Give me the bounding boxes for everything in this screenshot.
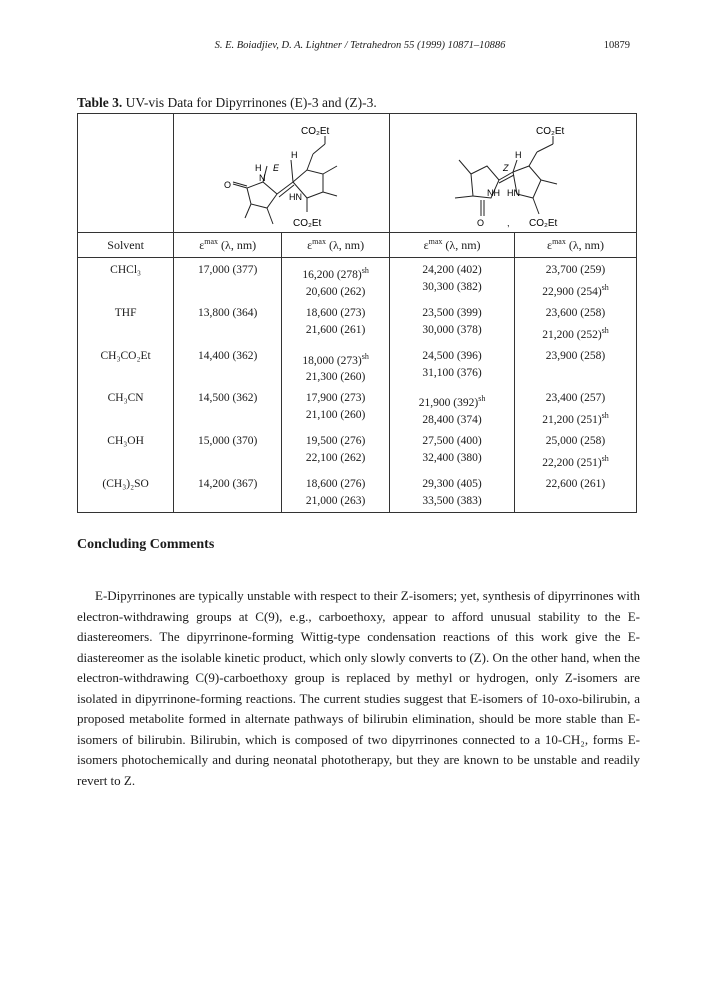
e-isomer-structure <box>175 114 389 229</box>
cell-value: 22,600 (261) <box>545 478 606 491</box>
structure-blank-cell <box>78 114 174 233</box>
cell-value: 23,700 (259) <box>545 264 606 276</box>
cell-value: 21,100 (260) <box>305 409 366 422</box>
running-head-authors: S. E. Boiadjiev, D. A. Lightner / Tetrahedron 55 (1999) 10871–10886 <box>214 40 506 51</box>
e-hn: HN <box>288 192 302 202</box>
table-row <box>78 344 637 387</box>
e-isomer-structure-cell <box>174 114 390 233</box>
z-h-methine: H <box>514 150 522 160</box>
cell-value: 19,500 (276) <box>305 435 366 448</box>
cell-z1 <box>390 472 515 513</box>
header-z2: $\varepsilon^{max}$ (λ, nm) <box>515 233 637 258</box>
cell-value: 27,500 (400) <box>422 435 482 448</box>
cell-e2 <box>282 301 390 344</box>
e-oxo: O <box>223 180 231 190</box>
cell-value: 21,200 $(251)^{sh}$ <box>542 411 609 427</box>
cell-value: 18,000 $(273)^{sh}$ <box>302 351 369 367</box>
z-isomer-structure <box>391 114 636 229</box>
page-number: 10879 <box>603 40 630 51</box>
structure-row <box>78 114 637 233</box>
cell-solvent: CH₃CO₂Et <box>78 344 174 387</box>
table-caption <box>77 95 377 111</box>
cell-e1: 14,500 (362) <box>174 386 282 429</box>
cell-e2 <box>282 344 390 387</box>
cell-z2 <box>515 472 637 513</box>
cell-value: 33,500 (383) <box>422 495 482 508</box>
cell-value: 21,000 (263) <box>305 495 366 508</box>
cell-z2 <box>515 344 637 387</box>
e-bottom-ester-label: CO₂Et <box>292 218 321 229</box>
table-row <box>78 258 637 301</box>
cell-value: 32,400 (380) <box>422 452 482 465</box>
cell-value: 22,100 (262) <box>305 452 366 465</box>
cell-value: 20,600 (262) <box>305 285 366 298</box>
cell-solvent: CH₃CN <box>78 386 174 429</box>
cell-value: 18,600 (276) <box>305 478 366 491</box>
table-label: Table 3. <box>77 95 123 110</box>
uv-vis-table <box>77 113 637 513</box>
z-top-ester-label: CO₂Et <box>535 126 564 137</box>
cell-value: 31,100 (376) <box>422 366 482 379</box>
header-solvent: Solvent <box>78 233 174 258</box>
e-h-n: H <box>254 163 262 173</box>
e-config-label: E <box>272 163 279 173</box>
section-title: Concluding Comments <box>77 537 215 552</box>
cell-solvent: CHCl₃ <box>78 258 174 301</box>
cell-value: 21,300 (260) <box>305 371 366 384</box>
cell-value: 17,900 (273) <box>305 392 366 405</box>
cell-e1: 17,000 (377) <box>174 258 282 301</box>
cell-e1: 15,000 (370) <box>174 429 282 472</box>
z-config-label: Z <box>502 163 509 173</box>
cell-e1: 13,800 (364) <box>174 301 282 344</box>
cell-value: 24,200 (402) <box>422 264 482 276</box>
cell-value: 16,200 $(278)^{sh}$ <box>302 266 369 281</box>
cell-solvent: THF <box>78 301 174 344</box>
cell-value: 23,900 (258) <box>545 349 606 362</box>
cell-value: 21,200 $(252)^{sh}$ <box>542 325 609 341</box>
cell-value: 28,400 (374) <box>422 414 482 427</box>
table-row <box>78 472 637 513</box>
cell-z2 <box>515 386 637 429</box>
z-bottom-ester-label: CO₂Et <box>528 218 557 229</box>
header-row <box>78 233 637 258</box>
z-comma: , <box>506 218 510 228</box>
header-z1: $\varepsilon^{max}$ (λ, nm) <box>390 233 515 258</box>
cell-value: 21,600 (261) <box>305 323 366 336</box>
cell-solvent: CH₃OH <box>78 429 174 472</box>
table-caption-text: UV-vis Data for Dipyrrinones (E)-3 and (Z)-3. <box>125 95 377 110</box>
cell-value: 22,900 $(254)^{sh}$ <box>542 283 609 298</box>
cell-value: 23,600 (258) <box>545 306 606 319</box>
cell-z1 <box>390 301 515 344</box>
cell-value: 18,600 (273) <box>305 306 366 319</box>
z-hn: HN <box>506 188 520 198</box>
e-top-ester-label: CO₂Et <box>300 126 329 137</box>
table-row <box>78 386 637 429</box>
cell-z2 <box>515 258 637 301</box>
cell-value: 25,000 (258) <box>545 435 606 448</box>
e-h-methine: H <box>290 150 298 160</box>
cell-value: 23,500 (399) <box>422 306 482 319</box>
header-e1: $\varepsilon^{max}$ (λ, nm) <box>174 233 282 258</box>
cell-e2 <box>282 386 390 429</box>
cell-z1 <box>390 344 515 387</box>
cell-value: 22,200 $(251)^{sh}$ <box>542 454 609 470</box>
cell-z1 <box>390 429 515 472</box>
cell-e1: 14,200 (367) <box>174 472 282 513</box>
cell-z2 <box>515 301 637 344</box>
header-e2: $\varepsilon^{max}$ (λ, nm) <box>282 233 390 258</box>
cell-value: 29,300 (405) <box>422 478 482 491</box>
cell-z1 <box>390 386 515 429</box>
z-oxo: O <box>476 218 484 228</box>
cell-e2 <box>282 472 390 513</box>
cell-e1: 14,400 (362) <box>174 344 282 387</box>
cell-e2 <box>282 429 390 472</box>
cell-value: 24,500 (396) <box>422 349 482 362</box>
cell-value: 21,900 $(392)^{sh}$ <box>418 394 486 410</box>
z-nh: NH <box>486 188 500 198</box>
table-row <box>78 301 637 344</box>
cell-z2 <box>515 429 637 472</box>
e-n-lactam: N <box>258 173 266 183</box>
cell-value: 30,000 (378) <box>422 323 482 336</box>
table-row <box>78 429 637 472</box>
body-paragraph: E-Dipyrrinones are typically unstable with respect to their Z-isomers; yet, synthesis of dipyrrinones with electron-withdrawing groups at C(9), e.g., carboethoxy, appear to afford unusual stability to the E-diastereomers. The dipyrrinone-forming Wittig-type condensation reactions of this work give the E-diastereomer as the isolable kinetic product, which only slowly converts to (Z). On the other hand, when the electron-withdrawing C(9)-carboethoxy group is replaced by methyl or hydrogen, only Z-isomers are isolated in dipyrrinone-forming reactions. The current studies suggest that E-isomers of 10-oxo-bilirubin, a proposed metabolite formed in alternate pathways of bilirubin elimination, should be more stable than E-isomers of bilirubin. Bilirubin, which is composed of two dipyrrinones connected to a 10-CH₂, forms E-isomers photochemically and during neonatal phototherapy, but they are known to be unstable and readily revert to Z. <box>77 588 640 788</box>
cell-value: 23,400 (257) <box>545 392 606 405</box>
cell-z1 <box>390 258 515 301</box>
cell-solvent: (CH₃)₂SO <box>78 472 174 513</box>
cell-value: 30,300 (382) <box>422 281 482 293</box>
z-isomer-structure-cell <box>390 114 637 233</box>
cell-e2 <box>282 258 390 301</box>
